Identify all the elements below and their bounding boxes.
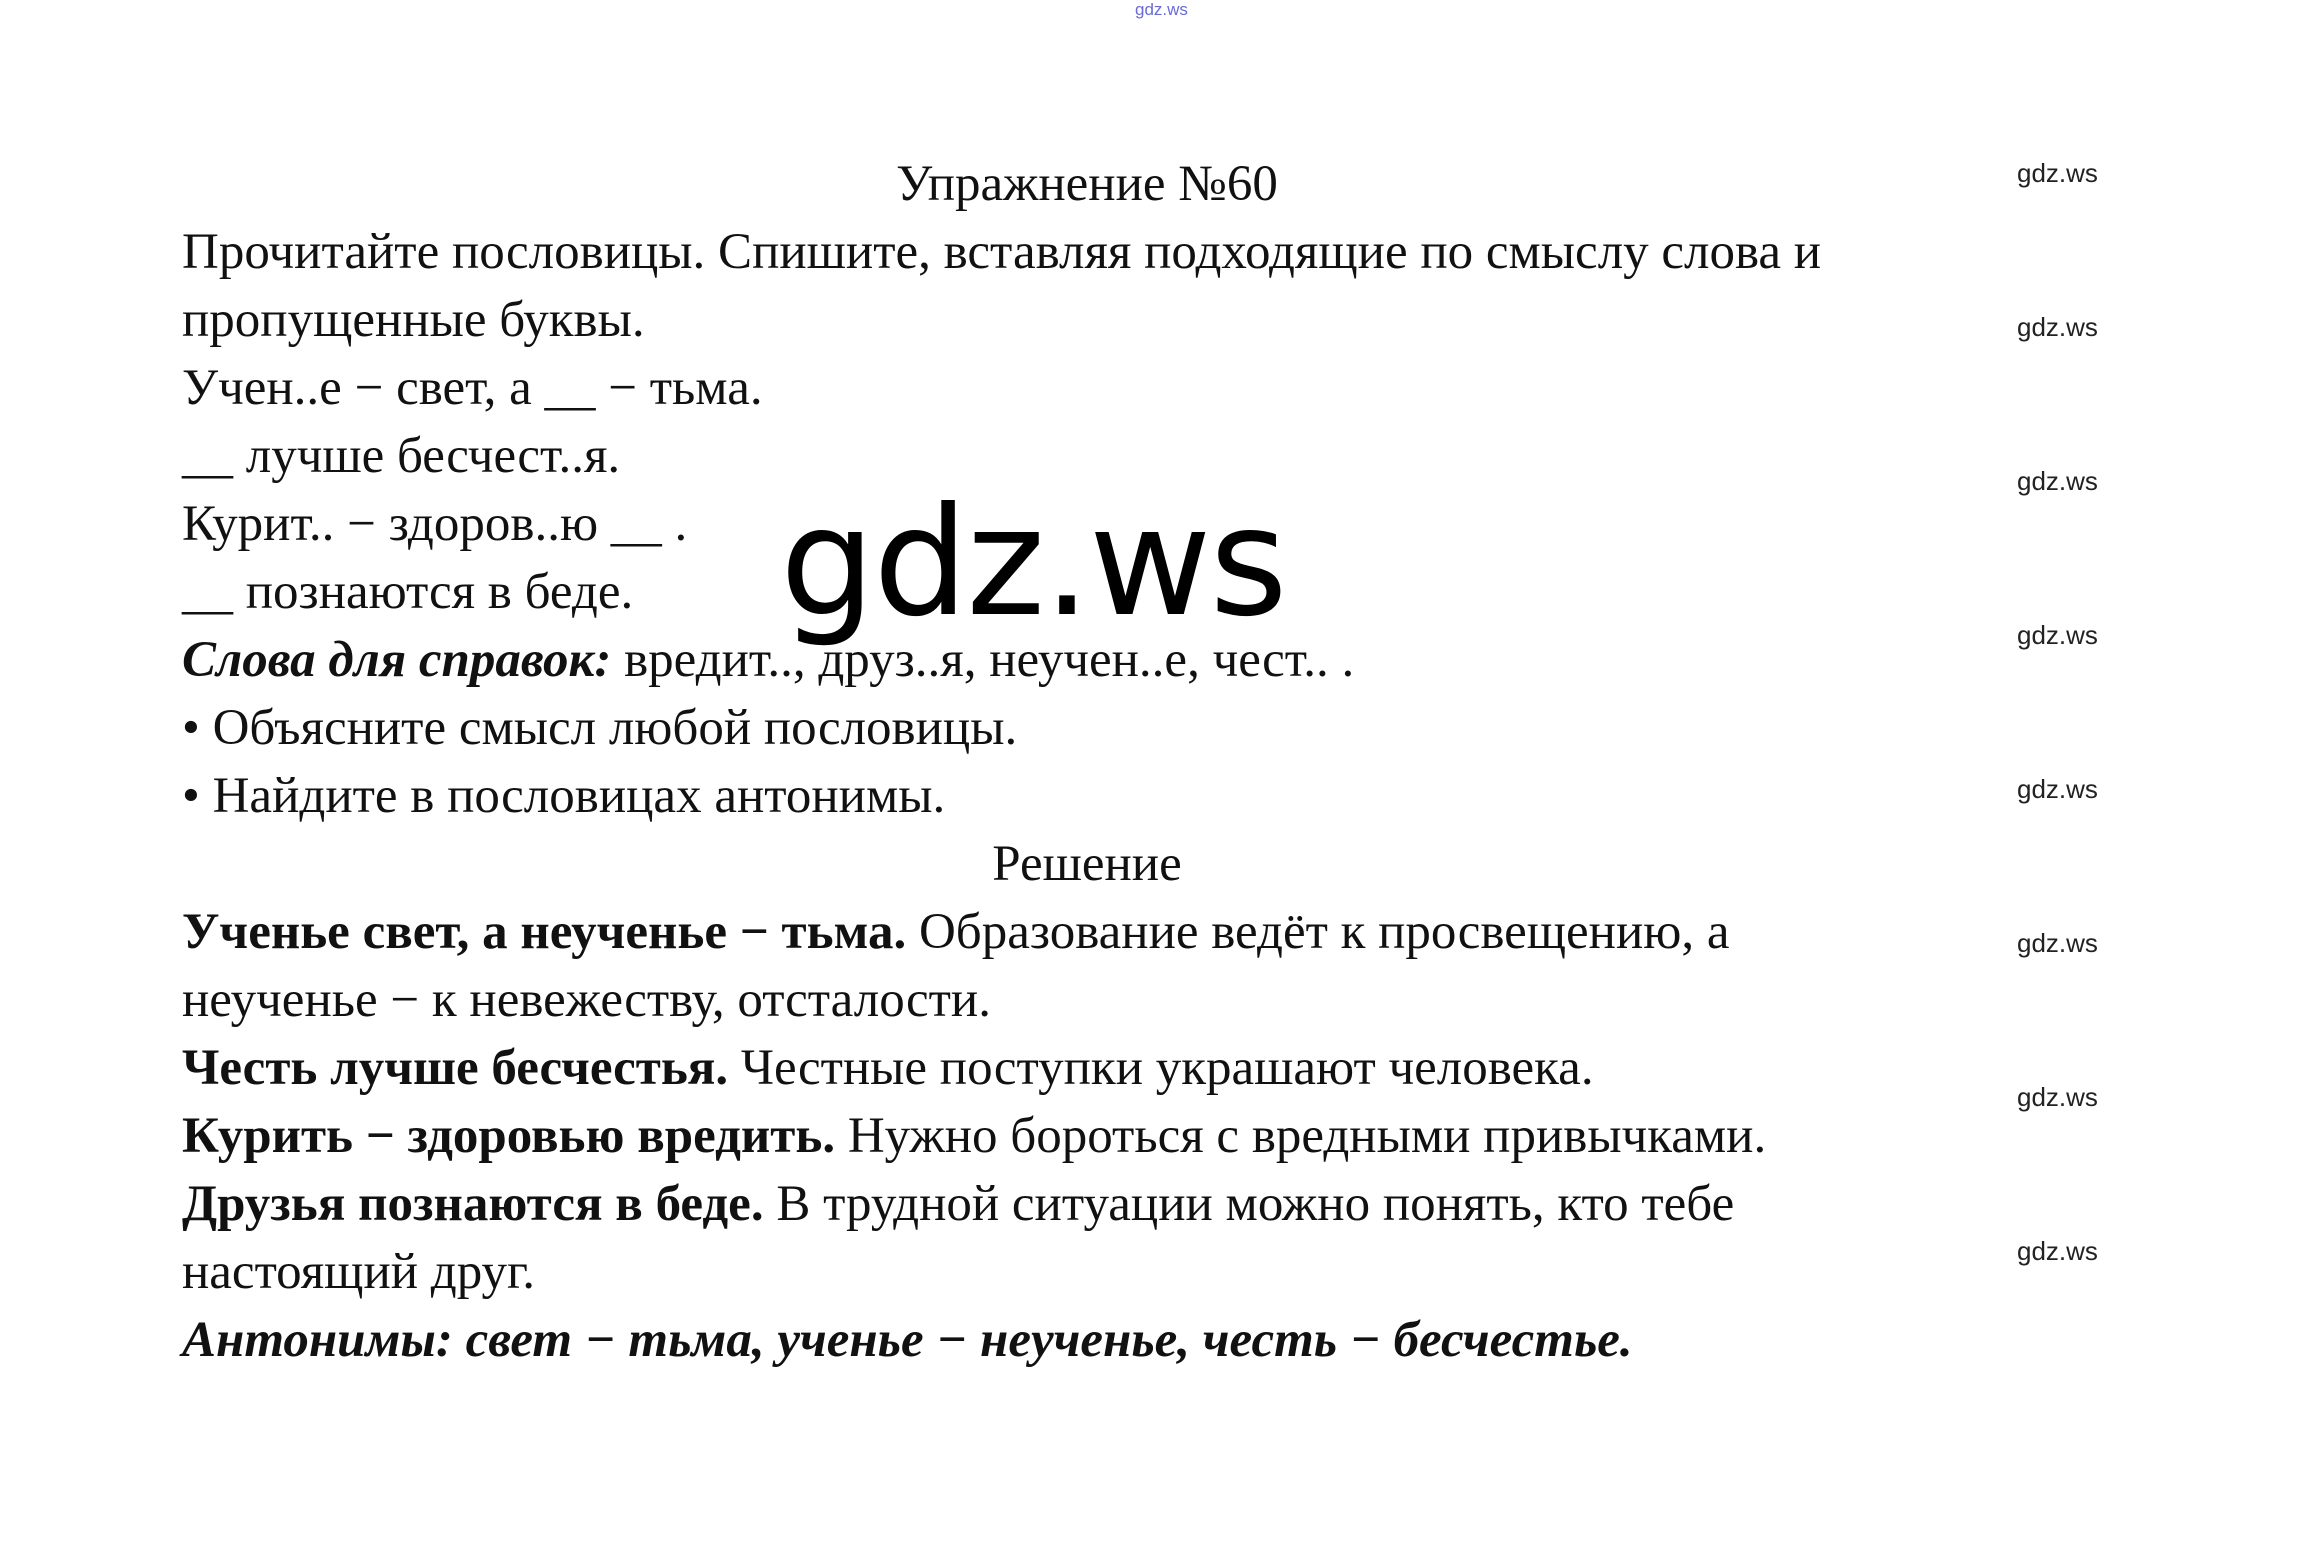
task-line: пропущенные буквы. <box>182 292 645 348</box>
solution-item <box>182 1102 2142 1170</box>
solution-item-continued: неученье − к невежеству, отсталости. <box>182 972 991 1028</box>
side-watermark: gdz.ws <box>2017 774 2098 804</box>
document <box>182 150 2142 1374</box>
reference-label: Слова для справок: <box>182 632 612 688</box>
side-watermark: gdz.ws <box>2017 312 2098 342</box>
solution-item <box>182 898 2142 966</box>
center-watermark: gdz.ws <box>780 476 1286 650</box>
solution-proverb: Ученье свет, а неученье − тьма. <box>182 904 907 960</box>
side-watermark: gdz.ws <box>2017 466 2098 496</box>
solution-explanation: В трудной ситуации можно понять, кто тебе <box>763 1176 1735 1232</box>
solution-proverb: Курить − здоровью вредить. <box>182 1108 836 1164</box>
solution-explanation: Образование ведёт к просвещению, а <box>906 904 1730 960</box>
solution-heading: Решение <box>992 836 1182 892</box>
solution-item <box>182 1170 2142 1238</box>
solution-item-continued: настоящий друг. <box>182 1244 535 1300</box>
proverb: Курит.. − здоров..ю __ . <box>182 496 688 552</box>
solution-proverb: Честь лучше бесчестья. <box>182 1040 729 1096</box>
solution-item <box>182 1034 2142 1102</box>
side-watermark: gdz.ws <box>2017 1236 2098 1266</box>
antonyms-line: Антонимы: свет − тьма, ученье − неученье, честь − бесчестье. <box>182 1312 1633 1368</box>
question: • Найдите в пословицах антонимы. <box>182 768 946 824</box>
proverb: __ познаются в беде. <box>182 564 634 620</box>
side-watermark: gdz.ws <box>2017 620 2098 650</box>
solution-explanation: Честные поступки украшают человека. <box>728 1040 1594 1096</box>
question: • Объясните смысл любой пословицы. <box>182 700 1018 756</box>
top-watermark: gdz.ws <box>1135 0 1188 19</box>
proverb: __ лучше бесчест..я. <box>182 428 621 484</box>
page-title: Упражнение №60 <box>896 156 1278 212</box>
solution-proverb: Друзья познаются в беде. <box>182 1176 764 1232</box>
solution-explanation: Нужно бороться с вредными привычками. <box>835 1108 1767 1164</box>
task-line: Прочитайте пословицы. Спишите, вставляя подходящие по смыслу слова и <box>182 224 1822 280</box>
reference-list: вредит.., друз..я, неучен..е, чест.. . <box>611 632 1355 688</box>
side-watermark: gdz.ws <box>2017 158 2098 188</box>
proverb: Учен..е − свет, а __ − тьма. <box>182 360 763 416</box>
side-watermark: gdz.ws <box>2017 928 2098 958</box>
side-watermark: gdz.ws <box>2017 1082 2098 1112</box>
